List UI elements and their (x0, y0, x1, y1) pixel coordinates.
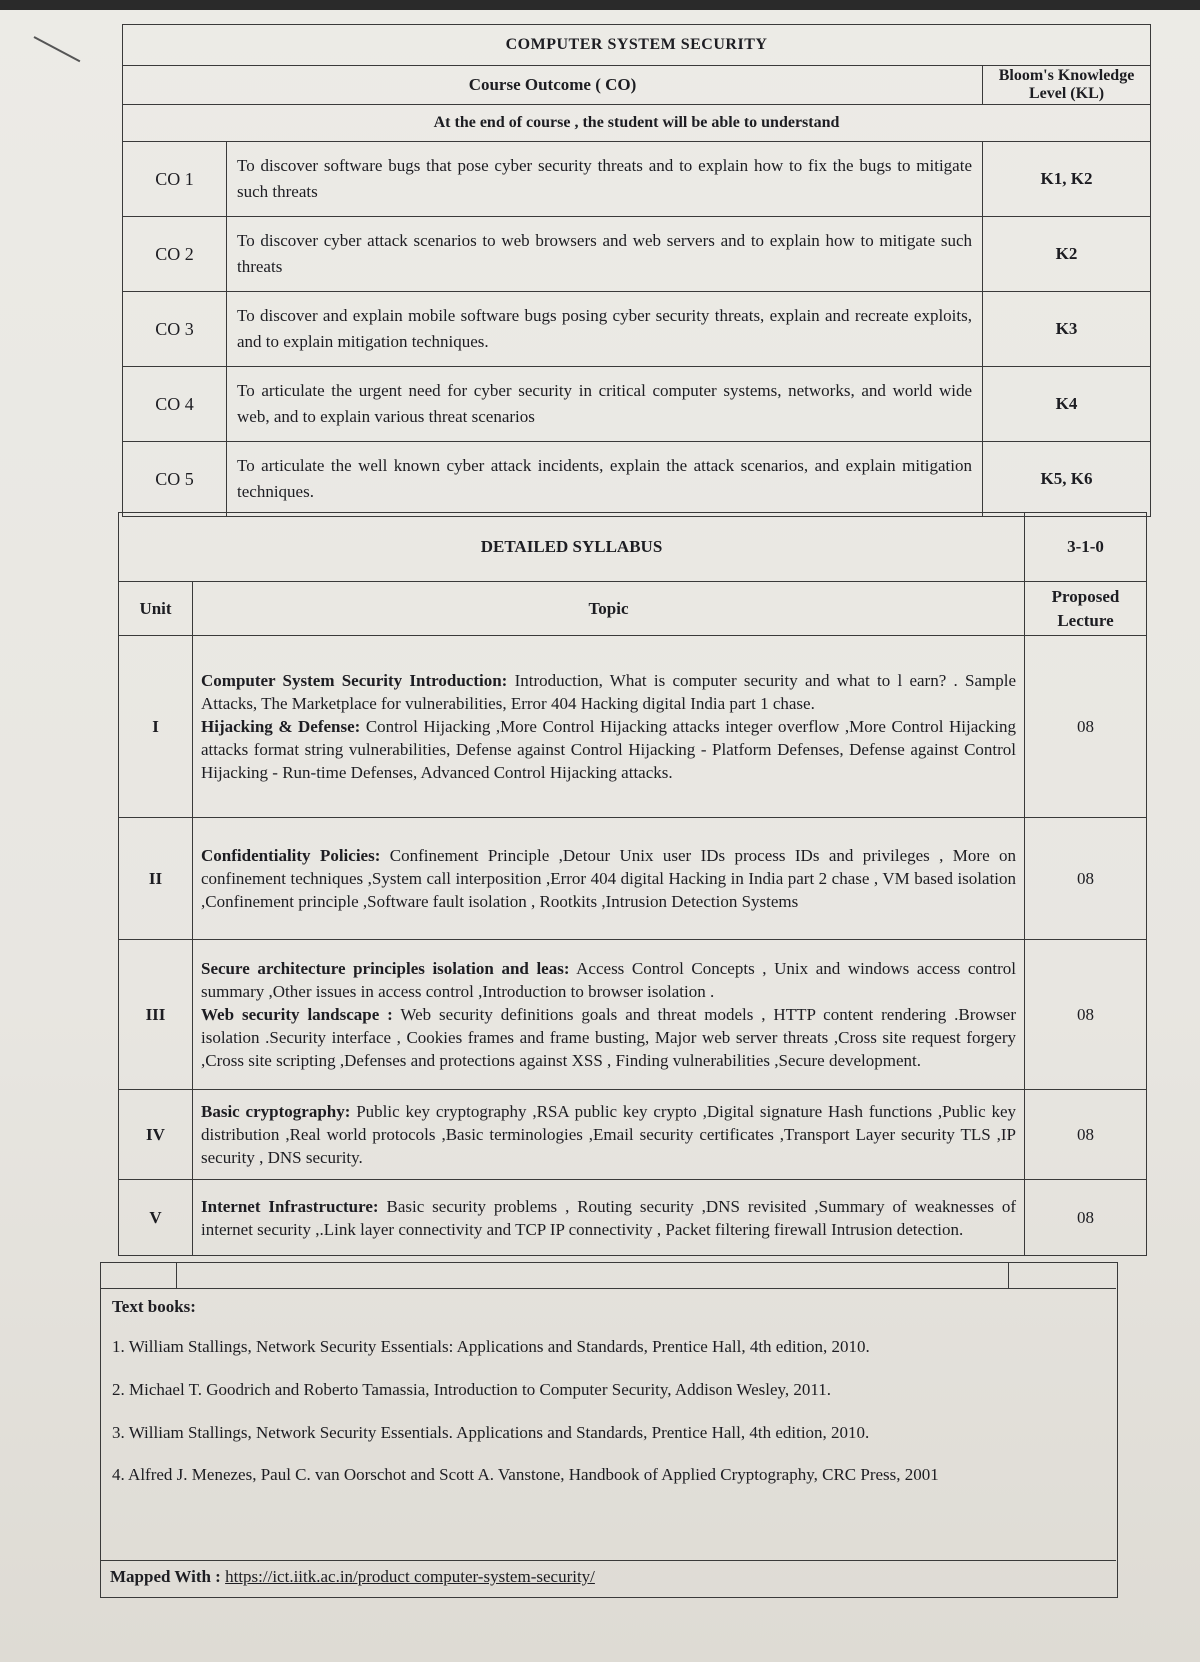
page-top-edge (0, 0, 1200, 10)
unit-number: II (119, 818, 193, 940)
co-row (123, 292, 1151, 367)
mapped-label: Mapped With : (110, 1567, 221, 1586)
unit-column-header: Unit (119, 582, 193, 636)
course-title: COMPUTER SYSTEM SECURITY (123, 25, 1151, 66)
unit-number: IV (119, 1090, 193, 1180)
co-row (123, 142, 1151, 217)
topic-text: Web security definitions goals and threat models , HTTP content rendering .Browser isolation .Security interface , Cookies frames and frame busting, Major web server threats ,Cross site request forgery ,Cross site scripting ,Defenses and protections against XSS , Finding vulnerabilities ,Secure development. (201, 1005, 1017, 1070)
mapped-link[interactable]: https://ict.iitk.ac.in/product computer-system-security/ (225, 1567, 595, 1586)
unit-topics (193, 1180, 1025, 1256)
unit-lectures: 08 (1025, 636, 1147, 818)
co-id: CO 2 (123, 217, 227, 292)
syllabus-unit-row (119, 818, 1147, 940)
topic-heading: Secure architecture principles isolation and leas: (201, 959, 570, 978)
co-id: CO 3 (123, 292, 227, 367)
outcome-intro: At the end of course , the student will be able to understand (123, 105, 1151, 142)
textbooks-top-strip (100, 1262, 1116, 1289)
co-id: CO 1 (123, 142, 227, 217)
co-row (123, 217, 1151, 292)
topic-text: Introduction, What is computer security and what to l earn? . Sample Attacks, The Marketplace for vulnerabilities, Error 404 Hacking digital India part 1 chase. (201, 671, 1016, 713)
unit-topics (193, 1090, 1025, 1180)
topic-heading: Hijacking & Defense: (201, 717, 361, 736)
mapped-divider (100, 1560, 1116, 1561)
textbook-item: 3. William Stallings, Network Security Essentials. Applications and Standards, Prentice Hall, 4th edition, 2010. (112, 1423, 870, 1442)
co-column-header: Course Outcome ( CO) (123, 66, 983, 105)
textbook-item: 2. Michael T. Goodrich and Roberto Tamassia, Introduction to Computer Security, Addison Wesley, 2011. (112, 1380, 832, 1399)
detailed-syllabus-table (118, 512, 1147, 1256)
co-description: To articulate the well known cyber attack incidents, explain the attack scenarios, and explain mitigation techniques. (227, 442, 983, 517)
textbook-item: 4. Alfred J. Menezes, Paul C. van Oorschot and Scott A. Vanstone, Handbook of Applied Cryptography, CRC Press, 2001 (112, 1465, 939, 1484)
unit-topics (193, 940, 1025, 1090)
topic-heading: Basic cryptography: (201, 1102, 351, 1121)
co-kl: K5, K6 (983, 442, 1151, 517)
mapped-with (110, 1567, 595, 1587)
unit-number: III (119, 940, 193, 1090)
strip-divider (176, 1262, 177, 1288)
strip-divider (1008, 1262, 1009, 1288)
page-fold-mark (34, 36, 81, 62)
unit-number: I (119, 636, 193, 818)
topic-heading: Web security landscape : (201, 1005, 393, 1024)
textbooks-heading: Text books: (112, 1297, 196, 1316)
kl-column-header: Bloom's Knowledge Level (KL) (983, 66, 1151, 105)
textbook-item: 1. William Stallings, Network Security Essentials: Applications and Standards, Prentice Hall, 4th edition, 2010. (112, 1337, 870, 1356)
syllabus-unit-row (119, 636, 1147, 818)
co-kl: K4 (983, 367, 1151, 442)
syllabus-unit-row (119, 1180, 1147, 1256)
co-description: To articulate the urgent need for cyber security in critical computer systems, networks, and world wide web, and to explain various threat scenarios (227, 367, 983, 442)
topic-heading: Internet Infrastructure: (201, 1196, 379, 1216)
course-outcome-table (122, 24, 1151, 517)
co-kl: K2 (983, 217, 1151, 292)
co-description: To discover and explain mobile software bugs posing cyber security threats, explain and recreate exploits, and to explain mitigation techniques. (227, 292, 983, 367)
unit-lectures: 08 (1025, 1090, 1147, 1180)
topic-text: Public key cryptography ,RSA public key crypto ,Digital signature Hash functions ,Public key distribution ,Real world protocols ,Basic terminologies ,Email security certificates ,Transport Layer security TLS ,IP security , DNS security. (201, 1102, 1017, 1167)
co-description: To discover cyber attack scenarios to web browsers and web servers and to explain how to mitigate such threats (227, 217, 983, 292)
lecture-column-header: Proposed Lecture (1025, 582, 1147, 636)
unit-lectures: 08 (1025, 1180, 1147, 1256)
syllabus-unit-row (119, 940, 1147, 1090)
unit-lectures: 08 (1025, 818, 1147, 940)
co-row (123, 442, 1151, 517)
topic-column-header: Topic (193, 582, 1025, 636)
co-row (123, 367, 1151, 442)
topic-text: Access Control Concepts , Unix and windows access control summary ,Other issues in access control ,Introduction to browser isolation . (201, 959, 1016, 1001)
topic-text: Confinement Principle ,Detour Unix user IDs process IDs and privileges , More on confinement techniques ,System call interposition ,Error 404 digital Hacking in India part 2 chase , VM based isolation ,Confinement principle ,Software fault isolation , Rootkits ,Intrusion Detection Systems (201, 846, 1017, 911)
co-kl: K1, K2 (983, 142, 1151, 217)
topic-text: Basic security problems , Routing security ,DNS revisited ,Summary of weaknesses of internet security ,.Link layer connectivity and TCP IP connectivity , Packet filtering firewall Intrusion detection. (201, 1196, 1017, 1239)
co-description: To discover software bugs that pose cyber security threats and to explain how to fix the bugs to mitigate such threats (227, 142, 983, 217)
detailed-syllabus-title: DETAILED SYLLABUS (119, 513, 1025, 582)
topic-text: Control Hijacking ,More Control Hijacking attacks integer overflow ,More Control Hijacking attacks format string vulnerabilities, Defense against Control Hijacking - Platform Defenses, Defense against Control Hijacking - Run-time Defenses, Advanced Control Hijacking attacks. (201, 717, 1017, 782)
syllabus-unit-row (119, 1090, 1147, 1180)
topic-heading: Computer System Security Introduction: (201, 671, 508, 690)
unit-topics (193, 636, 1025, 818)
co-id: CO 5 (123, 442, 227, 517)
topic-heading: Confidentiality Policies: (201, 846, 381, 865)
unit-topics (193, 818, 1025, 940)
credit-pattern: 3-1-0 (1025, 513, 1147, 582)
unit-lectures: 08 (1025, 940, 1147, 1090)
co-kl: K3 (983, 292, 1151, 367)
unit-number: V (119, 1180, 193, 1256)
co-id: CO 4 (123, 367, 227, 442)
